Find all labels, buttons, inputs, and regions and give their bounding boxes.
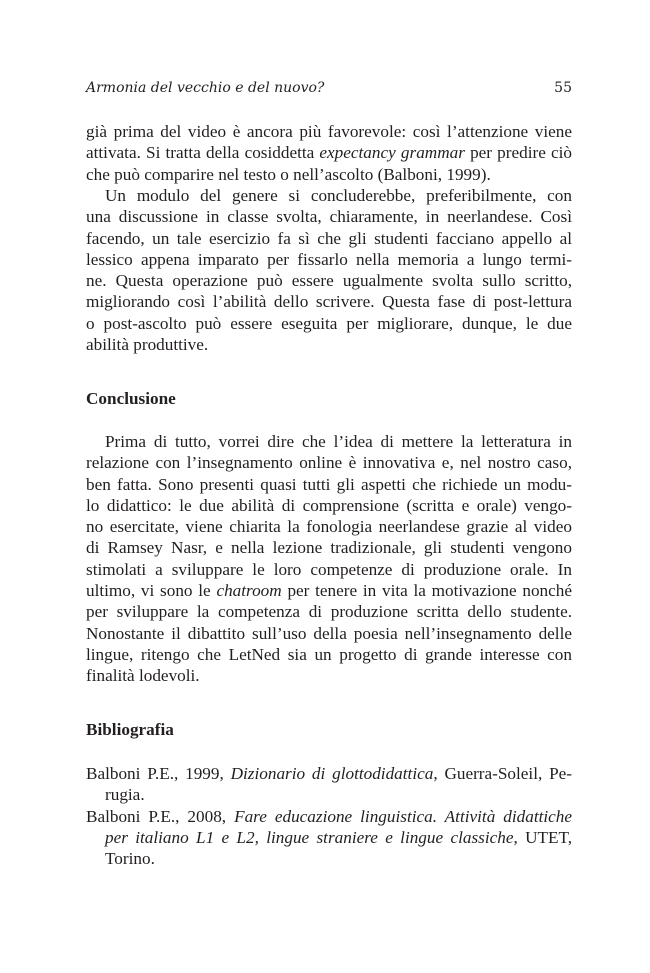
bib-entry-1-line-2: rugia. — [105, 785, 145, 805]
bib-entry-2-line-2 — [86, 827, 572, 848]
paragraph-3-line-5: no esercitate, viene chiarita la fonologia neerlandese grazie al video — [86, 517, 572, 537]
paragraph-3-line-3: ben fatta. Sono presenti quasi tutti gli aspetti che richiede un modu- — [86, 474, 572, 494]
paragraph-3-line-9: per sviluppare la competenza di produzione scritta dello studente. — [86, 602, 572, 622]
paragraph-3-line-11: lingue, ritengo che LetNed sia un progetto di grande interesse con — [86, 644, 572, 664]
paragraph-2-line-1: Un modulo del genere si concluderebbe, preferibilmente, con — [105, 186, 572, 205]
bibliography-entry — [86, 763, 572, 806]
chatroom-term: chatroom — [216, 581, 282, 601]
bibliography-entry — [86, 806, 572, 870]
bib-entry-2-line-1 — [86, 806, 572, 827]
running-head — [86, 77, 572, 99]
running-head-title: Armonia del vecchio e del nuovo? — [86, 80, 325, 96]
paragraph-2-line-5: ne. Questa operazione può essere ugualmente svolta sullo scritto, — [86, 271, 572, 291]
paragraph-2-line-2: una discussione in classe svolta, chiaramente, in neerlandese. Così — [86, 207, 572, 227]
paragraph-3-line-8-start: ultimo, vi sono le — [86, 581, 217, 601]
paragraph-1-line-2-start: attivata. Si tratta della cosiddetta — [86, 143, 320, 163]
paragraph-3-line-10: Nonostante il dibattito sull’uso della poesia nell’insegnamento delle — [86, 623, 572, 643]
paragraph-3-line-2: relazione con l’insegnamento online è innovativa e, nel nostro caso, — [86, 453, 572, 473]
paragraph-1-line-1: già prima del video è ancora più favorevole: così l’attenzione viene — [86, 122, 572, 141]
paragraph-3-line-8-end: per tenere in vita la motivazione nonché — [281, 581, 573, 601]
paragraph-1-line-2-end: per predire ciò — [464, 143, 573, 163]
page-number: 55 — [554, 80, 572, 96]
bib-entry-2-title-part-1: Fare educazione linguistica. Attività didattiche — [234, 806, 572, 826]
paragraph-3-line-8 — [86, 580, 572, 601]
paragraph-1-line-2 — [86, 142, 572, 163]
bib-entry-2-title-part-2: per italiano L1 e L2, lingue straniere e lingue classiche — [105, 827, 514, 847]
paragraph-3-line-12: finalità lodevoli. — [86, 666, 200, 686]
bib-entry-2-author: Balboni P.E., 2008, — [86, 806, 235, 826]
bib-entry-2-line-3: Torino. — [105, 849, 155, 869]
paragraph-3 — [86, 431, 572, 687]
bib-entry-1-publisher: , Guerra-Soleil, Pe- — [433, 764, 573, 783]
paragraph-2 — [86, 185, 572, 355]
paragraph-2-line-3: facendo, un tale esercizio fa sì che gli studenti facciano appello al — [86, 228, 572, 248]
paragraph-3-line-4: lo didattico: le due abilità di comprensione (scritta e orale) vengo- — [86, 495, 572, 515]
paragraph-1-line-3: che può comparire nel testo o nell’ascolto (Balboni, 1999). — [86, 164, 491, 184]
paragraph-2-line-7: o post-ascolto può essere eseguita per migliorare, dunque, le due — [86, 313, 572, 333]
expectancy-grammar-term: expectancy grammar — [319, 143, 465, 163]
paragraph-2-line-4: lessico appena imparato per fissarlo nella memoria a lungo termi- — [86, 249, 572, 269]
paragraph-3-line-6: di Ramsey Nasr, e nella lezione tradizionale, gli studenti vengono — [86, 538, 572, 558]
paragraph-2-line-6: migliorando così l’abilità dello scrivere. Questa fase di post-lettura — [86, 292, 572, 312]
paragraph-1 — [86, 121, 572, 185]
bibliography-list — [86, 763, 572, 869]
section-heading-bibliografia: Bibliografia — [86, 720, 174, 739]
bib-entry-1-author: Balboni P.E., 1999, — [86, 764, 231, 783]
paragraph-3-line-1: Prima di tutto, vorrei dire che l’idea di mettere la letteratura in — [105, 432, 572, 451]
paragraph-2-line-8: abilità produttive. — [86, 335, 209, 355]
paragraph-3-line-7: stimolati a sviluppare le loro competenze di produzione orale. In — [86, 559, 572, 579]
bib-entry-2-publisher: , UTET, — [513, 827, 572, 847]
section-heading-conclusione: Conclusione — [86, 389, 176, 408]
bib-entry-1-title: Dizionario di glottodidattica — [230, 764, 434, 783]
bib-entry-1-line-1 — [86, 763, 572, 784]
